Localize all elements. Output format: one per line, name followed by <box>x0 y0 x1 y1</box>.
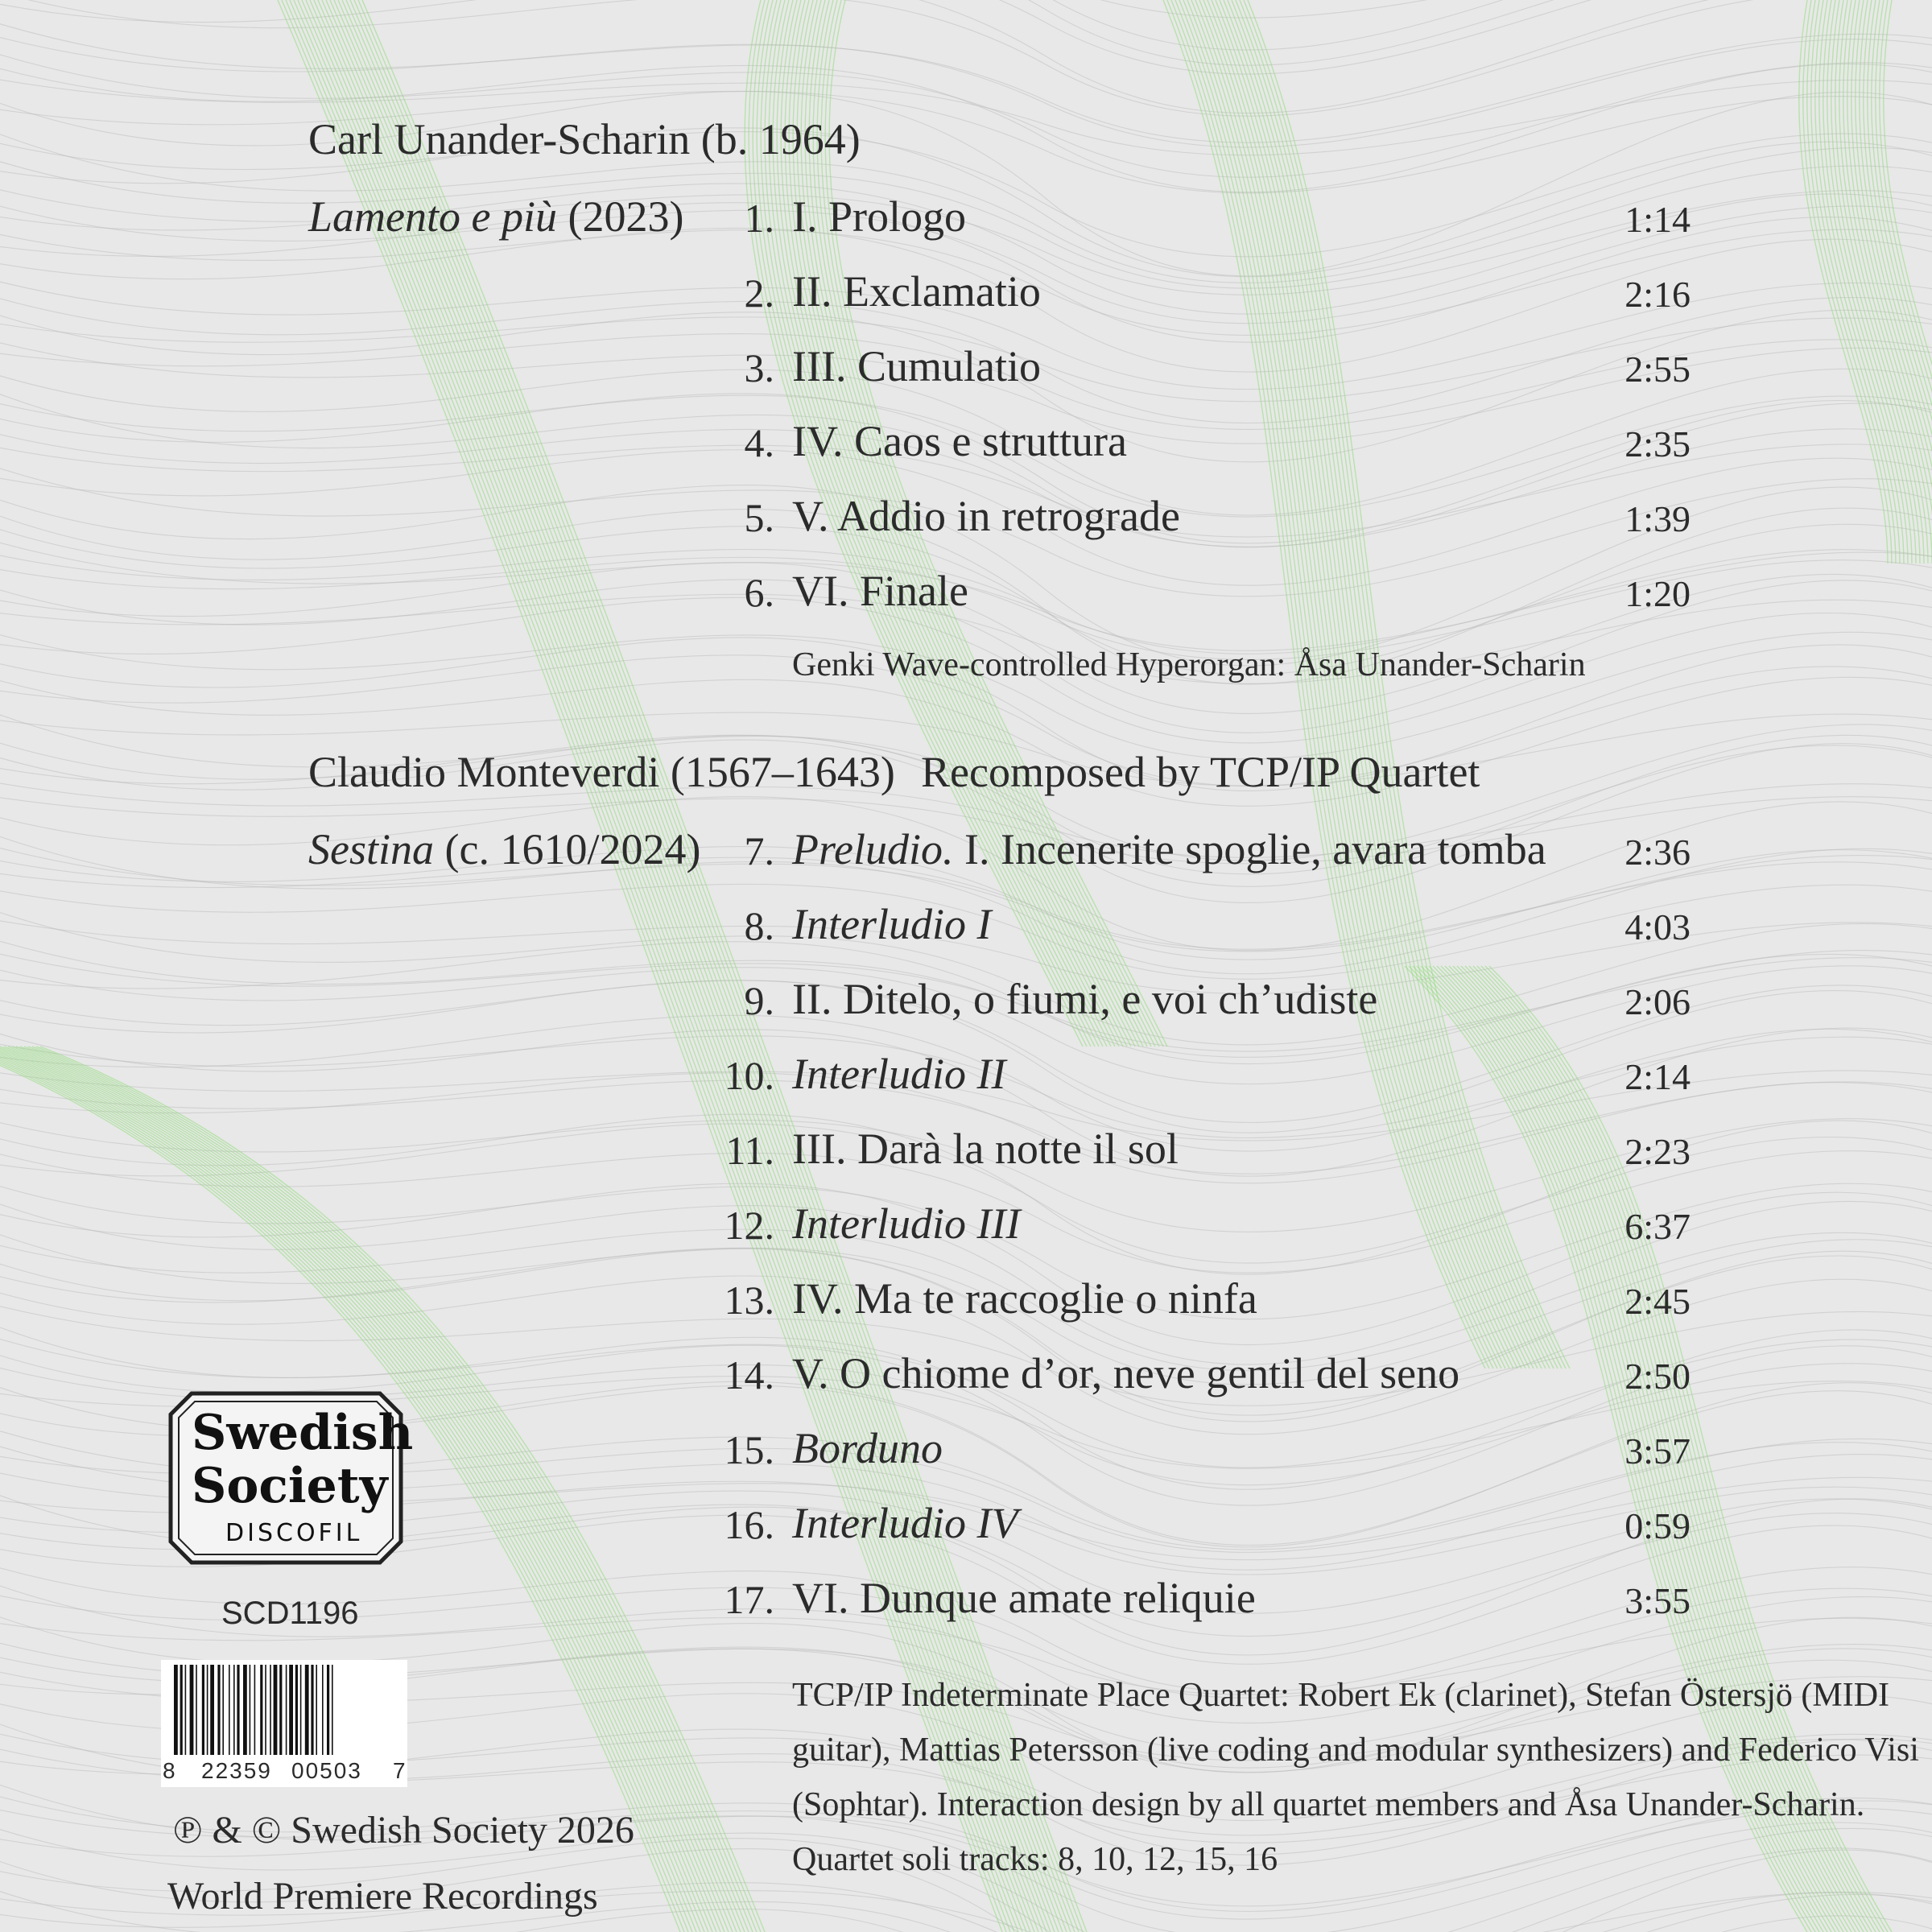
track-number: 16. <box>724 1502 774 1547</box>
track-title: II. Exclamatio <box>792 267 1041 316</box>
work-title-1 <box>308 192 683 242</box>
track-title <box>792 824 1546 874</box>
world-premiere-tagline: World Premiere Recordings <box>167 1875 598 1918</box>
performer-credit: Genki Wave-controlled Hyperorgan: Åsa Unander-Scharin <box>792 646 1586 683</box>
track-title: II. Ditelo, o fiumi, e voi ch’udiste <box>792 975 1378 1023</box>
track-number: 8. <box>744 903 774 948</box>
track-duration: 2:55 <box>1624 349 1690 390</box>
track-title: V. O chiome d’or, neve gentil del seno <box>792 1349 1460 1397</box>
barcode-digit-left: 22359 <box>201 1758 272 1783</box>
track-title-rest: I. Incenerite spoglie, avara tomba <box>953 825 1546 873</box>
swedish-society-logo <box>167 1390 414 1566</box>
ensemble-notes: TCP/IP Indeterminate Place Quartet: Robert Ek (clarinet), Stefan Östersjö (MIDI guitar), Mattias Petersson (live coding and modular synthesizers) and Federico Visi (Sophtar). Interaction design by all quartet members and Åsa Unander-Scharin. Quartet soli tracks: 8, 10, 12, 15, 16 <box>792 1677 1919 1878</box>
track-title: V. Addio in retrograde <box>792 492 1180 540</box>
track-number: 7. <box>744 828 774 873</box>
track-duration: 4:03 <box>1624 906 1690 947</box>
copyright-line: ℗ & © Swedish Society 2026 <box>173 1809 634 1852</box>
barcode-bars <box>161 1660 407 1787</box>
track-title-italic: Preludio. <box>792 825 954 873</box>
track-number: 3. <box>744 345 774 390</box>
track-number: 14. <box>724 1352 774 1397</box>
logo-text-discofil: DISCOFIL <box>225 1519 363 1547</box>
track-duration: 1:14 <box>1624 199 1690 240</box>
composer-2: Claudio Monteverdi (1567–1643) <box>308 748 895 796</box>
track-title: VI. Finale <box>792 567 968 615</box>
work-year: (c. 1610/2024) <box>434 825 701 873</box>
track-duration: 2:45 <box>1624 1281 1690 1322</box>
track-title: IV. Caos e struttura <box>792 417 1127 465</box>
barcode-digit-check: 7 <box>393 1758 406 1783</box>
barcode-digit-right: 00503 <box>291 1758 362 1783</box>
track-title: I. Prologo <box>792 192 966 241</box>
track-duration: 6:37 <box>1624 1206 1690 1247</box>
track-duration: 2:50 <box>1624 1356 1690 1397</box>
track-number: 11. <box>725 1128 774 1173</box>
track-number: 6. <box>744 570 774 615</box>
track-number: 12. <box>724 1203 774 1248</box>
track-number: 4. <box>744 420 774 465</box>
barcode <box>161 1660 407 1787</box>
composer-1: Carl Unander-Scharin (b. 1964) <box>308 115 861 163</box>
track-title: III. Cumulatio <box>792 342 1041 390</box>
track-duration: 2:23 <box>1624 1131 1690 1172</box>
track-title: IV. Ma te raccoglie o ninfa <box>792 1274 1257 1323</box>
track-number: 17. <box>724 1577 774 1622</box>
track-duration: 2:16 <box>1624 274 1690 315</box>
track-duration: 3:57 <box>1624 1430 1690 1472</box>
work-title-italic: Lamento e più <box>308 192 557 241</box>
track-number: 5. <box>744 495 774 540</box>
work-title-italic: Sestina <box>308 825 434 873</box>
track-number: 10. <box>724 1053 774 1098</box>
track-title: Interludio I <box>792 900 992 948</box>
work-year: (2023) <box>556 192 684 241</box>
work-title-2 <box>308 824 700 874</box>
track-duration: 1:20 <box>1624 573 1690 614</box>
logo-text-society: Society <box>192 1458 388 1514</box>
track-title: VI. Dunque amate reliquie <box>792 1574 1256 1622</box>
track-duration: 2:06 <box>1624 981 1690 1022</box>
track-number: 13. <box>724 1278 774 1323</box>
track-number: 1. <box>744 196 774 241</box>
track-number: 2. <box>744 270 774 316</box>
track-number: 9. <box>744 978 774 1023</box>
track-title: Interludio III <box>792 1199 1021 1248</box>
catalog-number: SCD1196 <box>221 1596 359 1631</box>
track-title: III. Darà la notte il sol <box>792 1125 1179 1173</box>
track-title: Interludio IV <box>792 1499 1018 1547</box>
barcode-digit-lead: 8 <box>163 1758 175 1783</box>
track-title: Interludio II <box>792 1050 1006 1098</box>
recomposed-credit: Recomposed by TCP/IP Quartet <box>921 748 1480 796</box>
track-duration: 2:14 <box>1624 1056 1690 1097</box>
track-title: Borduno <box>792 1424 943 1472</box>
track-duration: 2:36 <box>1624 832 1690 873</box>
track-duration: 2:35 <box>1624 423 1690 464</box>
track-duration: 0:59 <box>1624 1505 1690 1546</box>
track-duration: 1:39 <box>1624 498 1690 539</box>
track-duration: 3:55 <box>1624 1580 1690 1621</box>
track-number: 15. <box>724 1427 774 1472</box>
logo-text-swedish: Swedish <box>192 1405 414 1461</box>
